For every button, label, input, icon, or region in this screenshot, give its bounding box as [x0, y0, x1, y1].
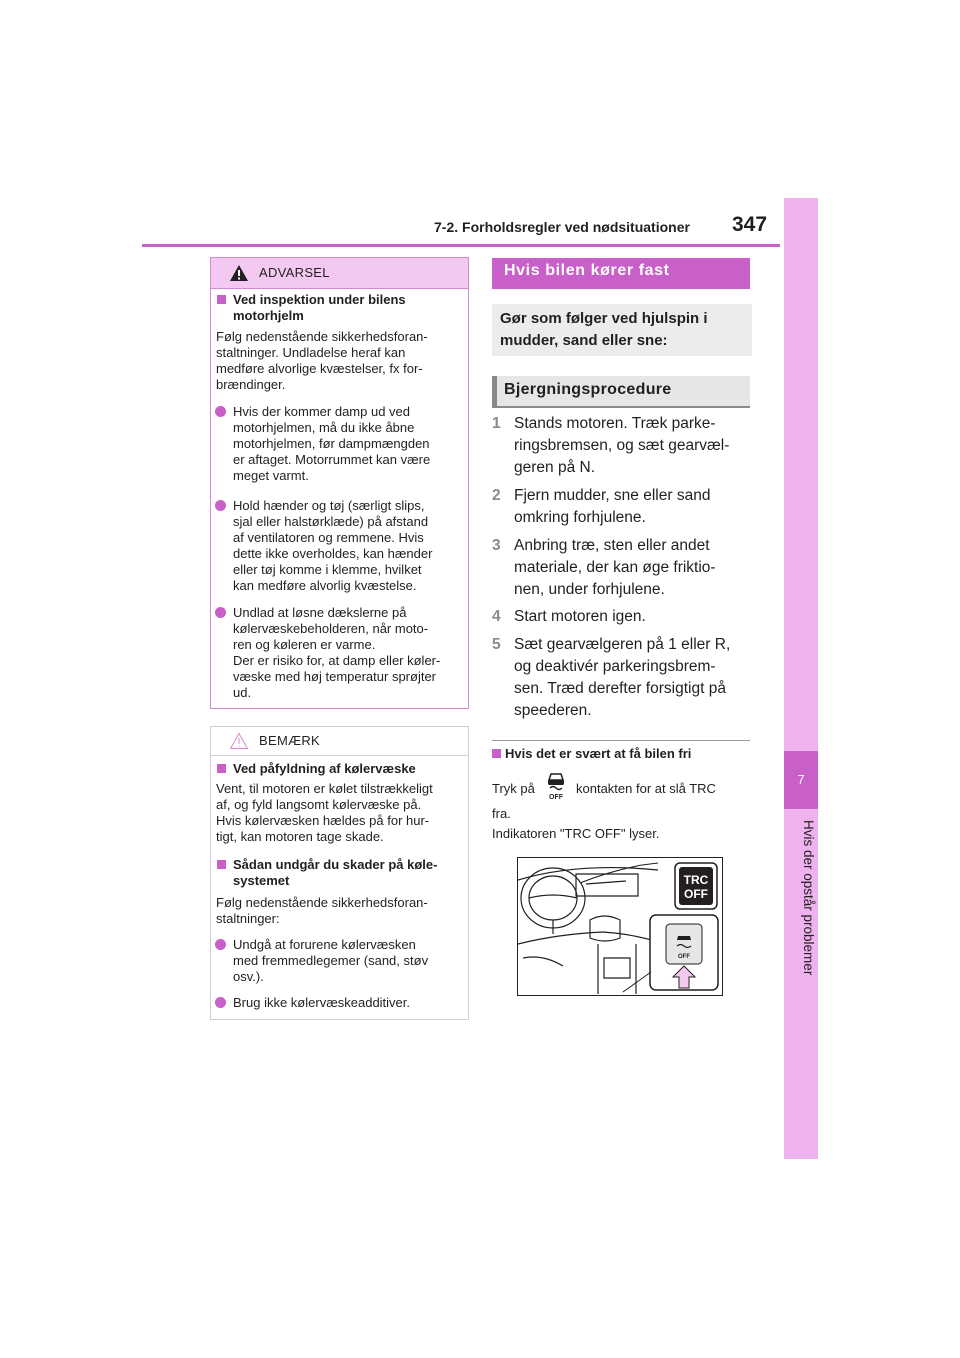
- header-rule: [142, 244, 780, 247]
- step-number: 1: [492, 415, 501, 432]
- svg-text:OFF: OFF: [549, 794, 563, 801]
- stuck-intro-text: Gør som følger ved hjulspin i mudder, sand eller sne:: [500, 310, 708, 349]
- warning-box: [210, 257, 469, 709]
- trc-off-switch-icon: [545, 771, 567, 801]
- note-bullet: Undgå at forurene kølervæsken med fremmedlegemer (sand, støv osv.).: [215, 937, 428, 985]
- subsection-rule: [492, 740, 750, 741]
- round-bullet-icon: [215, 607, 226, 618]
- round-bullet-icon: [215, 500, 226, 511]
- note-bullet: Brug ikke kølervæskeadditiver.: [215, 995, 410, 1011]
- warning-bullet: Hold hænder og tøj (særligt slips, sjal eller halstørklæde) på afstand af ventilatoren og remmene. Hvis dette ikke overholdes, kan hænder eller tøj komme i klemme, hvilket kan medføre alvorlig kvæstelse.: [215, 498, 432, 594]
- step-text: Sæt gearvælgeren på 1 eller R, og deaktivér parkeringsbrem- sen. Træd derefter forsigtigt på speederen.: [514, 636, 731, 719]
- round-bullet-icon: [215, 997, 226, 1008]
- note-text: Vent, til motoren er kølet tilstrækkeligt af, og fyld langsomt kølervæske på. Hvis kølervæsken hældes på for hur- tigt, kan motoren tage skade.: [216, 781, 433, 844]
- square-bullet-icon: [217, 860, 226, 869]
- stuck-intro-box: [492, 304, 752, 356]
- indicator-text: Indikatoren "TRC OFF" lyser.: [492, 826, 660, 841]
- trc-instruction: Tryk på: [492, 781, 535, 796]
- procedure-title: Bjergningsprocedure: [504, 381, 672, 398]
- page-number: 347: [732, 213, 768, 236]
- procedure-header: [492, 376, 750, 408]
- warning-header: [211, 258, 468, 289]
- note-box: [210, 726, 469, 1020]
- trc-indicator-label: TRC: [683, 873, 709, 887]
- step-number: 3: [492, 537, 501, 554]
- trc-instruction: kontakten for at slå TRC: [576, 781, 716, 796]
- step-text: Start motoren igen.: [514, 608, 646, 625]
- chapter-title: Hvis der opstår problemer: [801, 820, 816, 976]
- dashboard-drawing: [518, 858, 722, 995]
- warning-bullet: Hvis der kommer damp ud ved motorhjelmen, må du ikke åbne motorhjelmen, før dampmængden er aftaget. Motorrummet kan være meget varmt.: [215, 404, 430, 484]
- square-bullet-icon: [217, 295, 226, 304]
- section-title: 7-2. Forholdsregler ved nødsituationer: [434, 219, 690, 235]
- svg-text:OFF: OFF: [678, 954, 690, 960]
- step-number: 5: [492, 636, 501, 653]
- trc-instruction: fra.: [492, 806, 511, 821]
- note-text: Følg nedenstående sikkerhedsforan- staltninger:: [216, 895, 428, 926]
- chapter-number: 7: [784, 751, 818, 809]
- warning-triangle-icon: [229, 264, 249, 282]
- round-bullet-icon: [215, 406, 226, 417]
- note-header: [211, 727, 468, 756]
- step-text: Fjern mudder, sne eller sand omkring forhjulene.: [514, 487, 711, 526]
- round-bullet-icon: [215, 939, 226, 950]
- dashboard-illustration: [517, 857, 723, 996]
- step-text: Anbring træ, sten eller andet materiale, der kan øge friktio- nen, under forhjulene.: [514, 537, 716, 598]
- warning-heading: Ved inspektion under bilens motorhjelm: [215, 292, 473, 324]
- stuck-section-title: Hvis bilen kører fast: [504, 262, 670, 279]
- square-bullet-icon: [217, 764, 226, 773]
- warning-bullet: Undlad at løsne dækslerne på kølervæskebeholderen, når moto- ren og køleren er varme. Der er risiko for, at damp eller køler- væske med høj temperatur sprøjter ud.: [215, 605, 440, 701]
- step-number: 4: [492, 608, 501, 625]
- warning-label: ADVARSEL: [259, 265, 330, 280]
- subsection-heading: Hvis det er svært at få bilen fri: [492, 746, 691, 761]
- note-label: BEMÆRK: [259, 733, 321, 748]
- note-heading: Ved påfyldning af kølervæske: [215, 761, 473, 777]
- step-text: Stands motoren. Træk parke- ringsbremsen, og sæt gearvæl- geren på N.: [514, 415, 730, 476]
- square-bullet-icon: [492, 749, 501, 758]
- note-heading: Sådan undgår du skader på køle- systemet: [215, 857, 473, 889]
- trc-indicator-label: OFF: [684, 887, 708, 901]
- warning-intro: Følg nedenstående sikkerhedsforan- staltninger. Undladelse heraf kan medføre alvorlige kvæstelser, fx for- brændinger.: [216, 329, 428, 392]
- step-number: 2: [492, 487, 501, 504]
- caution-triangle-icon: [229, 732, 249, 750]
- procedure-header-bar: [492, 376, 497, 406]
- stuck-section-header: [492, 258, 750, 289]
